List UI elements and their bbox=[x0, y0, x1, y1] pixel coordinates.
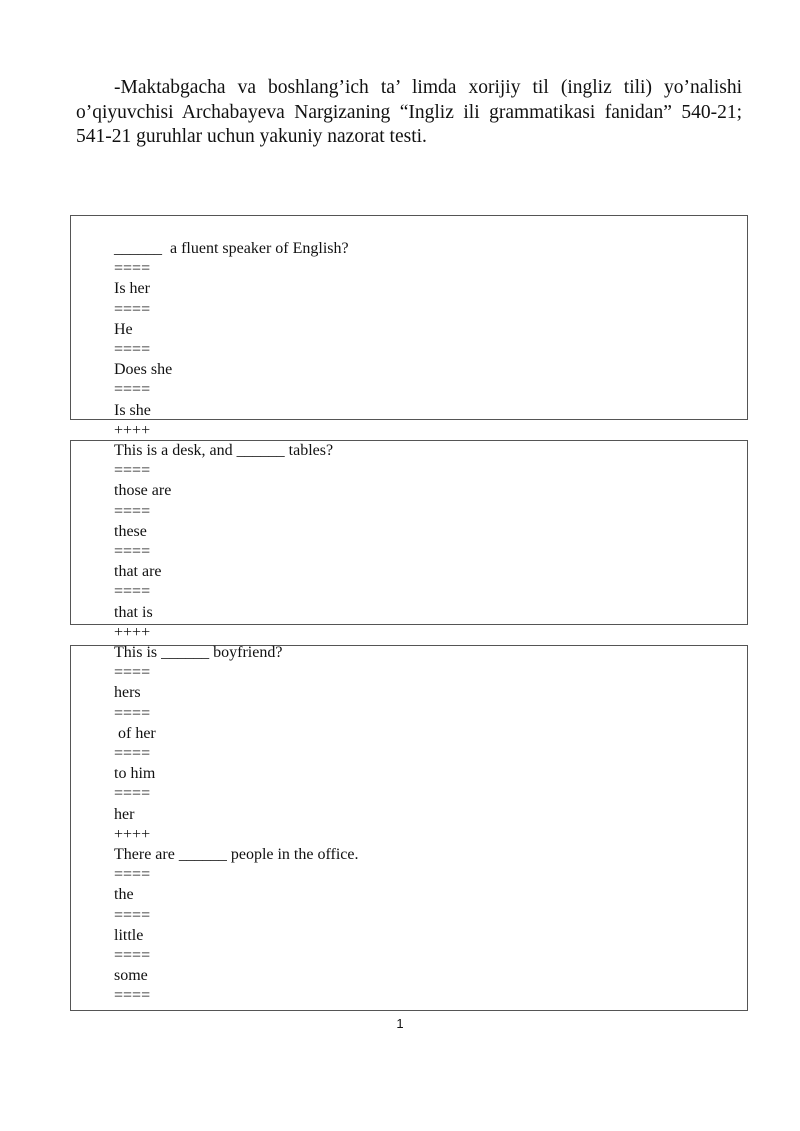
option-separator: ==== bbox=[114, 300, 151, 318]
answer-option: her bbox=[114, 805, 135, 823]
answer-option: Does she bbox=[114, 361, 173, 379]
question-text: This is a desk, and ______ tables? bbox=[114, 442, 334, 459]
question-box-3 bbox=[70, 645, 748, 1011]
question-text: There are ______ people in the office. bbox=[114, 846, 359, 863]
option-separator: ==== bbox=[114, 341, 151, 358]
option-separator: ==== bbox=[114, 502, 151, 520]
option-separator: ==== bbox=[114, 260, 151, 278]
option-separator: ==== bbox=[114, 866, 151, 884]
answer-option: He bbox=[114, 320, 133, 338]
page-number: 1 bbox=[396, 1016, 404, 1031]
answer-option: that are bbox=[114, 563, 162, 581]
option-separator: ==== bbox=[114, 462, 151, 480]
question-box-2 bbox=[70, 440, 748, 625]
heading-text: -Maktabgacha va boshlang’ich ta’ limda xorijiy til (ingliz tili) yo’nalishi o’qiyuvchisi Archabayeva Nargizaning “Ingliz ili grammatikasi fanidan” 540-21; 541-21 guruhlar uchun yakuniy nazorat testi. bbox=[76, 77, 742, 147]
question-separator: ++++ bbox=[114, 421, 151, 439]
option-separator: ==== bbox=[114, 381, 151, 399]
answer-option: little bbox=[114, 926, 144, 944]
answer-option: Is her bbox=[114, 280, 150, 298]
option-separator: ==== bbox=[114, 906, 151, 924]
option-separator: ==== bbox=[114, 987, 151, 1005]
answer-option: these bbox=[114, 522, 147, 540]
question-separator: ++++ bbox=[114, 623, 151, 641]
option-separator: ==== bbox=[114, 745, 151, 762]
option-separator: ==== bbox=[114, 785, 151, 803]
option-separator: ==== bbox=[114, 583, 151, 601]
option-separator: ==== bbox=[114, 704, 151, 722]
answer-option: of her bbox=[114, 724, 156, 742]
question-text: ______ a fluent speaker of English? bbox=[114, 240, 349, 257]
answer-option: to him bbox=[114, 765, 156, 783]
answer-option: the bbox=[114, 886, 134, 904]
option-separator: ==== bbox=[114, 947, 151, 964]
answer-option: Is she bbox=[114, 401, 151, 419]
answer-option: hers bbox=[114, 684, 141, 702]
question-text: This is ______ boyfriend? bbox=[114, 644, 283, 661]
document-heading bbox=[76, 76, 742, 150]
answer-option: that is bbox=[114, 603, 153, 621]
question-separator: ++++ bbox=[114, 825, 151, 843]
option-separator: ==== bbox=[114, 543, 151, 560]
answer-option: those are bbox=[114, 482, 172, 500]
option-separator: ==== bbox=[114, 664, 151, 682]
answer-option: some bbox=[114, 967, 148, 985]
